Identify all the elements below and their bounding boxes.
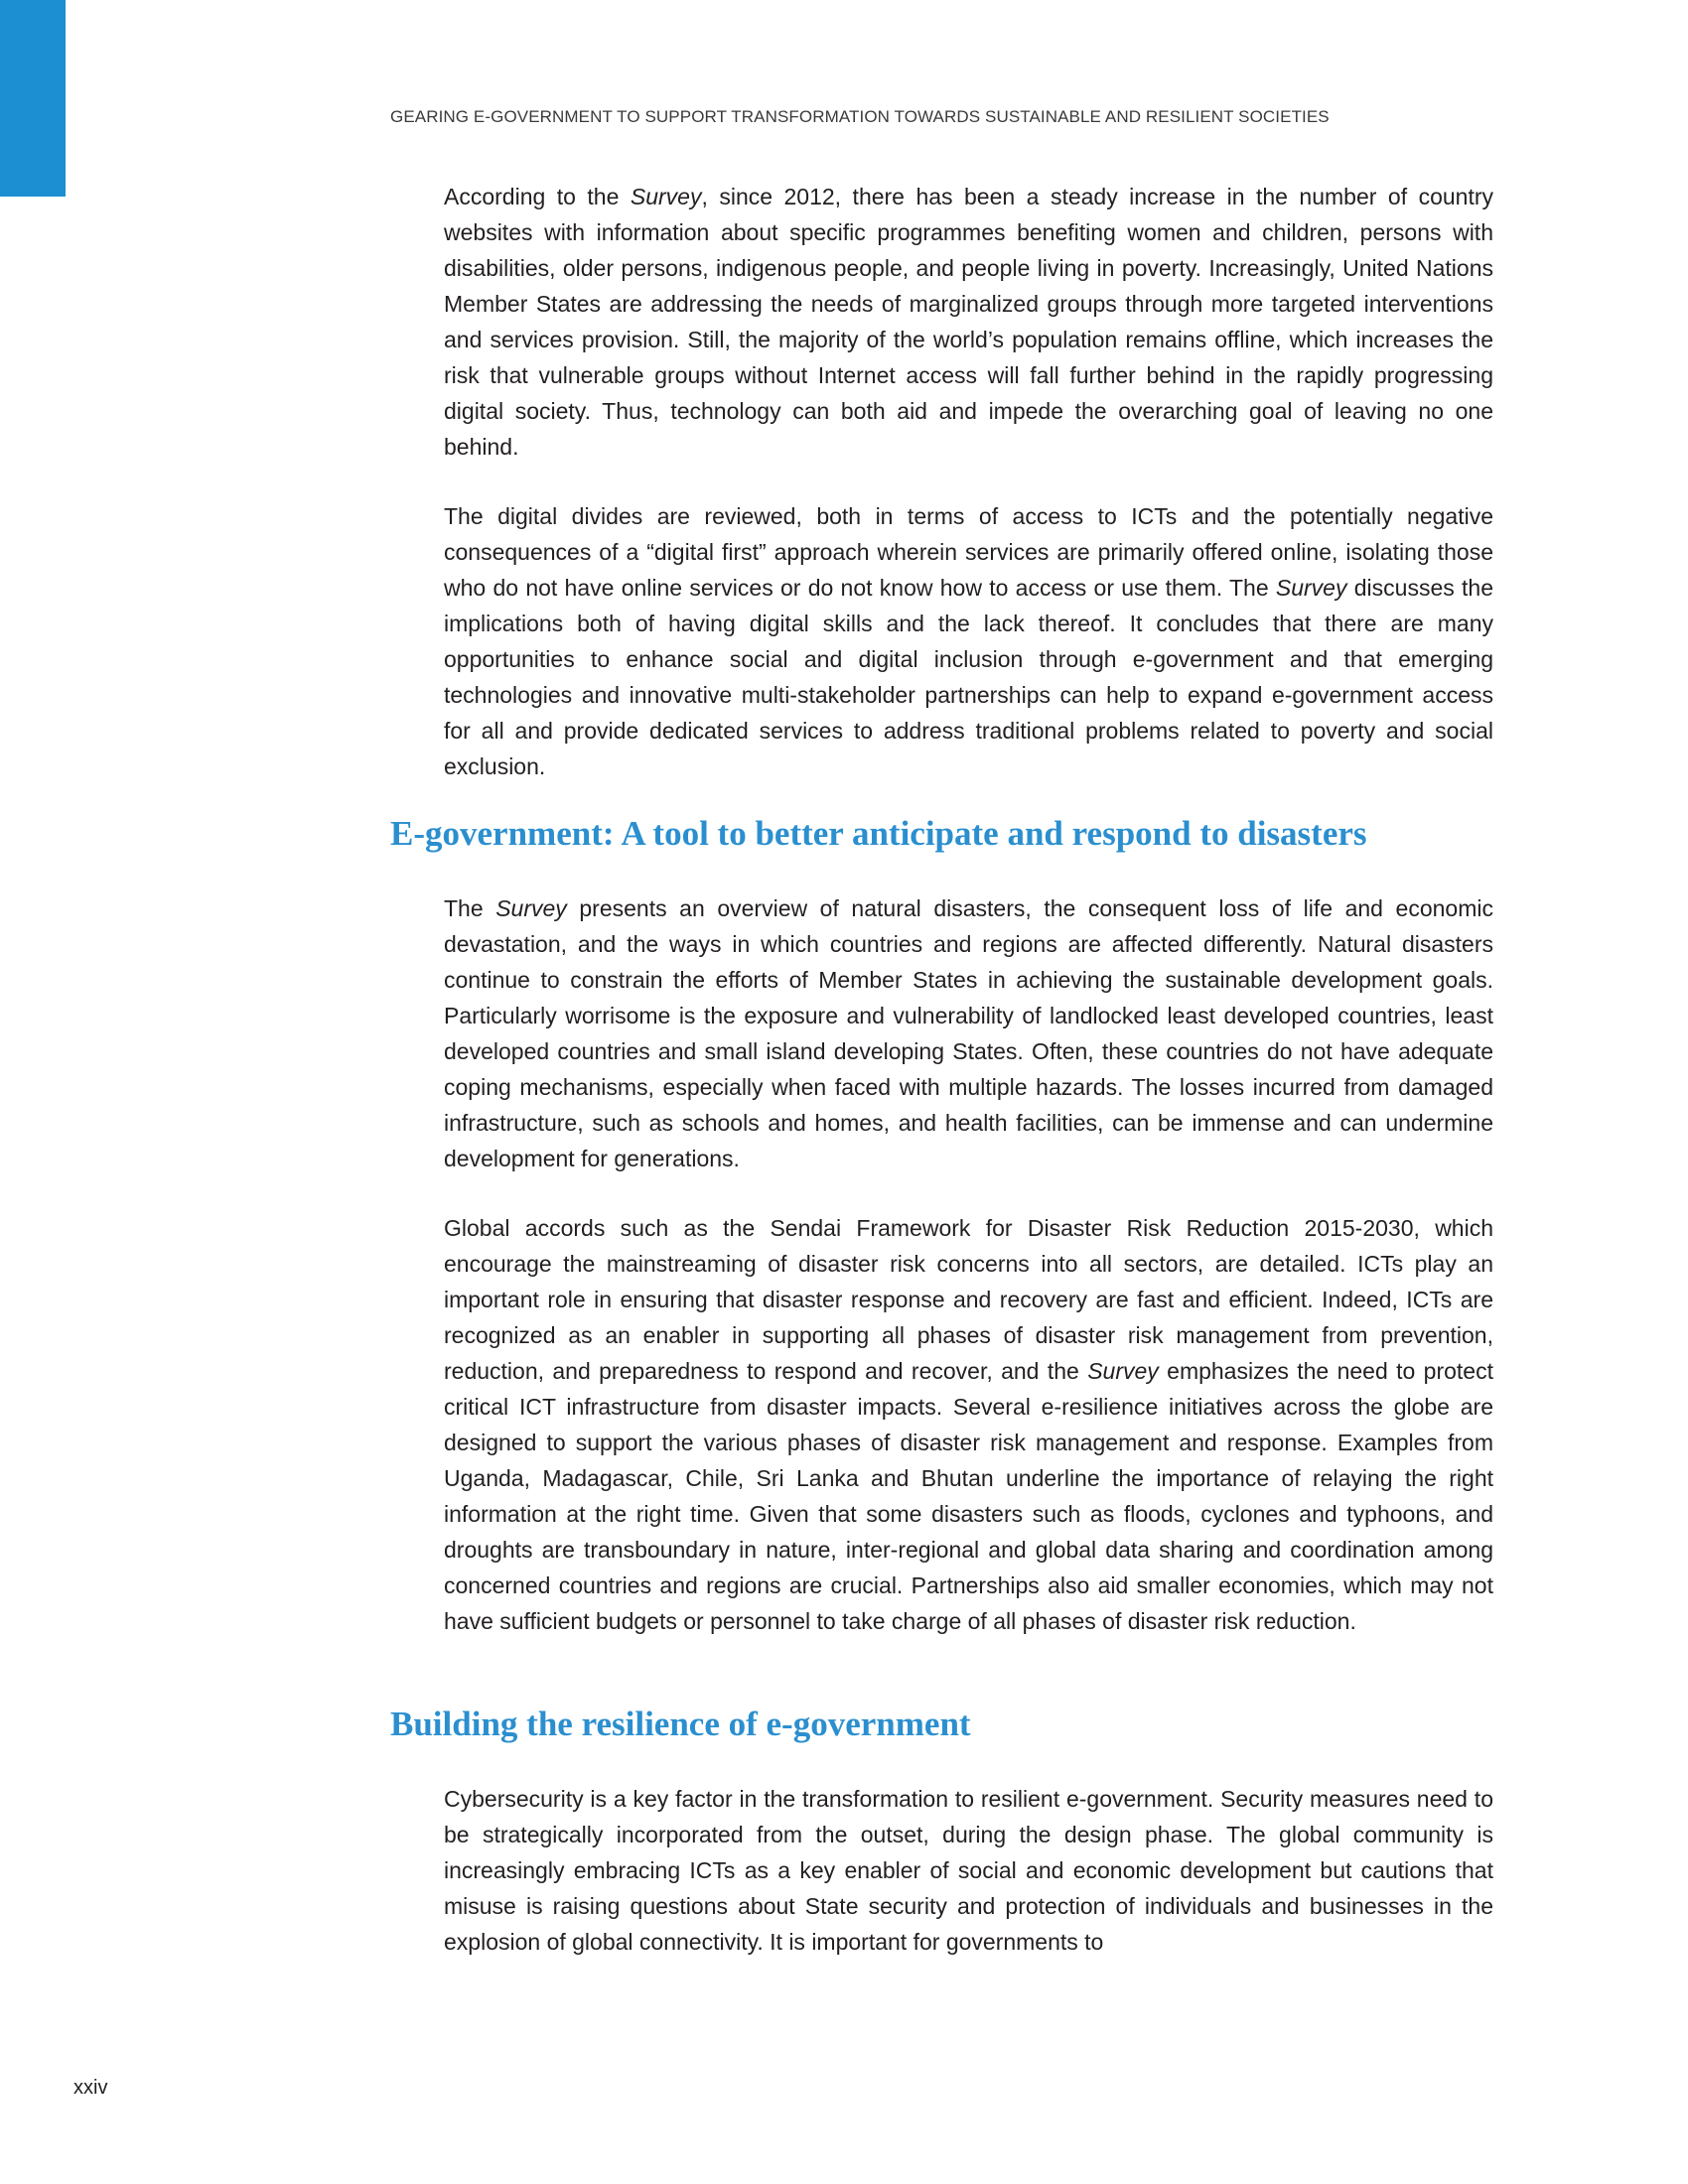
resilience-paragraph-1: Cybersecurity is a key factor in the transformation to resilient e-government. Security measures need to be strategically incorporated from the outset, during the design phase. The global community is increasingly embracing ICTs as a key enabler of social and economic development but cautions that misuse is raising questions about State security and protection of individuals and businesses in the explosion of global connectivity. It is important for governments to xyxy=(444,1786,1493,1955)
running-header: GEARING E-GOVERNMENT TO SUPPORT TRANSFORMATION TOWARDS SUSTAINABLE AND RESILIENT SOCIETIES xyxy=(390,107,1330,126)
survey-emphasis: Survey xyxy=(495,895,567,921)
text-run: presents an overview of natural disasters, the consequent loss of life and economic devastation, and the ways in which countries and regions are affected differently. Natural disasters continue to constrain the efforts of Member States in achieving the sustainable development goals. Particularly worrisome is the exposure and vulnerability of landlocked least developed countries, least developed countries and small island developing States. Often, these countries do not have adequate coping mechanisms, especially when faced with multiple hazards. The losses incurred from damaged infrastructure, such as schools and homes, and health facilities, can be immense and can undermine development for generations. xyxy=(444,895,1493,1171)
text-run: Global accords such as the Sendai Framework for Disaster Risk Reduction 2015-2030, which encourage the mainstreaming of disaster risk concerns into all sectors, are detailed. ICTs play an important role in ensuring that disaster response and recovery are fast and efficient. Indeed, ICTs are recognized as an enabler in supporting all phases of disaster risk management from prevention, reduction, and preparedness to respond and recover, and the xyxy=(444,1215,1493,1384)
section-heading-disasters: E-government: A tool to better anticipate and respond to disasters xyxy=(390,814,1367,853)
survey-emphasis: Survey xyxy=(1275,575,1347,601)
section-heading-resilience: Building the resilience of e-government xyxy=(390,1705,971,1743)
corner-color-tab xyxy=(0,0,66,197)
text-run: The xyxy=(444,895,496,921)
text-run: emphasizes the need to protect critical ICT infrastructure from disaster impacts. Several e-resilience initiatives across the globe are designed to support the various phases of disaster risk management and response. Examples from Uganda, Madagascar, Chile, Sri Lanka and Bhutan underline the importance of relaying the right information at the right time. Given that some disasters such as floods, cyclones and typhoons, and droughts are transboundary in nature, inter-regional and global data sharing and coordination among concerned countries and regions are crucial. Partnerships also aid smaller economies, which may not have sufficient budgets or personnel to take charge of all phases of disaster risk reduction. xyxy=(444,1358,1493,1634)
page-number: xxiv xyxy=(73,2077,108,2099)
text-run: , since 2012, there has been a steady increase in the number of country websites with information about specific programmes benefiting women and children, persons with disabilities, older persons, indigenous people, and people living in poverty. Increasingly, United Nations Member States are addressing the needs of marginalized groups through more targeted interventions and services provision. Still, the majority of the world’s population remains offline, which increases the risk that vulnerable groups without Internet access will fall further behind in the rapidly progressing digital society. Thus, technology can both aid and impede the overarching goal of leaving no one behind. xyxy=(444,184,1493,460)
text-run: According to the xyxy=(444,184,631,209)
disasters-paragraph-2 xyxy=(444,1210,1493,1639)
intro-paragraph-2 xyxy=(444,498,1493,784)
survey-emphasis: Survey xyxy=(630,184,702,209)
disasters-paragraph-1 xyxy=(444,890,1493,1176)
text-run: discusses the implications both of having digital skills and the lack thereof. It concludes that there are many opportunities to enhance social and digital inclusion through e-government and that emerging technologies and innovative multi-stakeholder partnerships can help to expand e-government access for all and provide dedicated services to address traditional problems related to poverty and social exclusion. xyxy=(444,575,1493,779)
text-run: The digital divides are reviewed, both in terms of access to ICTs and the potentially negative consequences of a “digital first” approach wherein services are primarily offered online, isolating those who do not have online services or do not know how to access or use them. The xyxy=(444,503,1493,601)
survey-emphasis: Survey xyxy=(1087,1358,1159,1384)
intro-paragraph-1 xyxy=(444,179,1493,465)
